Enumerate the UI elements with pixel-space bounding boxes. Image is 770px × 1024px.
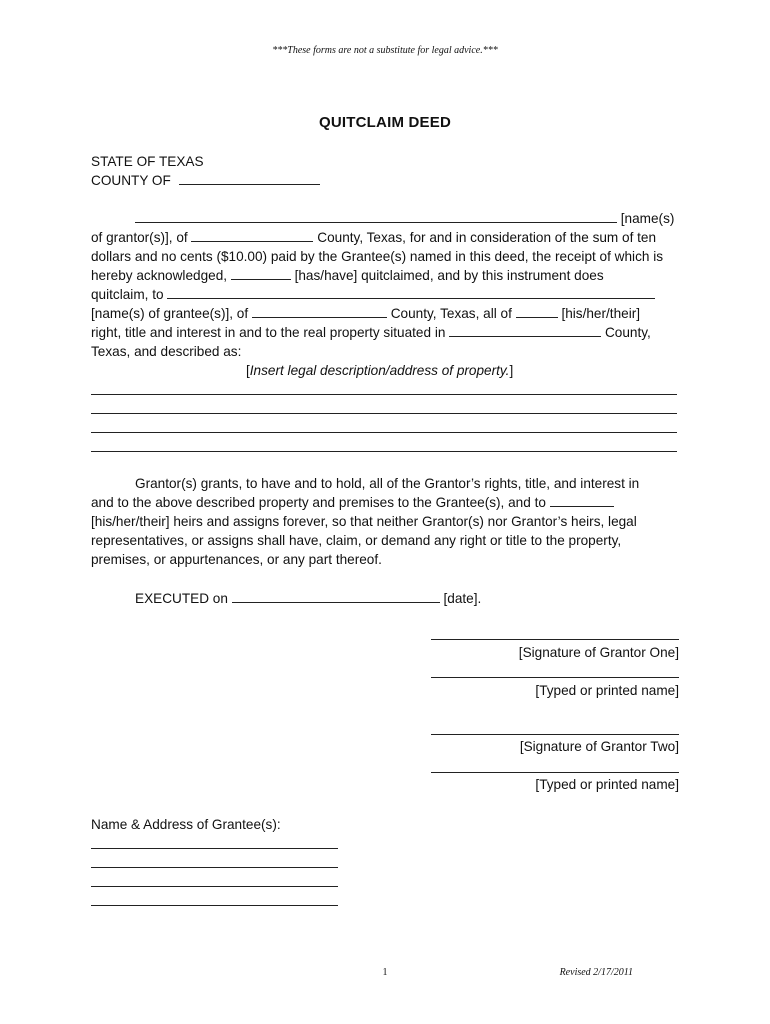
habendum-line-1: Grantor(s) grants, to have and to hold, all of the Grantor’s rights, title, and interest in <box>135 476 640 491</box>
property-county-blank[interactable] <box>449 323 601 337</box>
habendum-to-text: and to the above described property and premises to the Grantee(s), and to <box>91 495 546 510</box>
grantee-pronoun-blank[interactable] <box>550 493 614 507</box>
his-her-their-text: [his/her/their] <box>561 306 641 321</box>
habendum-line-2 <box>91 493 614 512</box>
grant-line-7 <box>91 323 651 342</box>
grantee-address-line-1[interactable] <box>91 848 338 849</box>
legal-description-line-2[interactable] <box>91 413 677 414</box>
grant-line-2 <box>91 228 656 247</box>
legal-description-line-3[interactable] <box>91 432 677 433</box>
grantor-of-label: of grantor(s)], of <box>91 230 188 245</box>
habendum-line-5: premises, or appurtenances, or any part thereof. <box>91 552 382 567</box>
grantee-names-blank[interactable] <box>167 285 655 299</box>
grantor-county-blank[interactable] <box>191 228 313 242</box>
grantee-of-label: [name(s) of grantee(s)], of <box>91 306 249 321</box>
pronoun-blank[interactable] <box>516 304 558 318</box>
consideration-text: County, Texas, for and in consideration of the sum of ten <box>317 230 657 245</box>
county-label: COUNTY OF <box>91 173 171 188</box>
county-all-of-text: County, Texas, all of <box>390 306 512 321</box>
grantor-two-printed-label: [Typed or printed name] <box>535 777 679 792</box>
has-have-text: [has/have] quitclaimed, and by this instrument does <box>294 268 604 283</box>
grantor-count-blank[interactable] <box>231 266 291 280</box>
legal-open-bracket: [ <box>246 363 250 378</box>
grant-line-6 <box>91 304 640 323</box>
executed-label: EXECUTED on <box>135 591 228 606</box>
grant-line-8: Texas, and described as: <box>91 344 242 359</box>
quitclaim-to-label: quitclaim, to <box>91 287 164 302</box>
grantor-names-line <box>135 209 674 228</box>
grant-line-4 <box>91 266 604 285</box>
grantor-one-printed-label: [Typed or printed name] <box>535 683 679 698</box>
grantor-one-signature-label: [Signature of Grantor One] <box>518 645 679 660</box>
date-label: [date]. <box>443 591 482 606</box>
legal-description-prompt <box>246 361 513 380</box>
habendum-line-3: [his/her/their] heirs and assigns forever, so that neither Grantor(s) nor Grantor’s heirs, legal <box>91 514 637 529</box>
habendum-line-4: representatives, or assigns shall have, claim, or demand any right or title to the property, <box>91 533 622 548</box>
county-blank[interactable] <box>179 171 320 185</box>
grantor-one-signature-line[interactable] <box>431 639 679 640</box>
county-suffix: County, <box>604 325 651 340</box>
grantor-two-signature-label: [Signature of Grantor Two] <box>519 739 679 754</box>
legal-description-text: Insert legal description/address of property. <box>249 363 510 378</box>
grantor-two-signature-line[interactable] <box>431 734 679 735</box>
grantee-address-line-2[interactable] <box>91 867 338 868</box>
executed-line <box>135 589 481 608</box>
grantee-address-label: Name & Address of Grantee(s): <box>91 817 281 832</box>
revision-date: Revised 2/17/2011 <box>559 967 633 978</box>
legal-description-line-1[interactable] <box>91 394 677 395</box>
legal-disclaimer: ***These forms are not a substitute for legal advice.*** <box>272 45 498 56</box>
grantor-names-blank[interactable] <box>135 209 617 223</box>
situated-in-text: right, title and interest in and to the real property situated in <box>91 325 446 340</box>
grant-line-5 <box>91 285 655 304</box>
grantor-one-printed-line[interactable] <box>431 677 679 678</box>
legal-close-bracket: ] <box>509 363 514 378</box>
grant-line-3: dollars and no cents ($10.00) paid by the Grantee(s) named in this deed, the receipt of which is <box>91 249 664 264</box>
county-line <box>91 171 320 190</box>
acknowledged-text: hereby acknowledged, <box>91 268 228 283</box>
grantee-address-line-4[interactable] <box>91 905 338 906</box>
grantee-county-blank[interactable] <box>252 304 387 318</box>
execution-date-blank[interactable] <box>232 589 440 603</box>
state-line: STATE OF TEXAS <box>91 154 204 169</box>
page-number: 1 <box>382 967 388 978</box>
document-title: QUITCLAIM DEED <box>319 114 451 131</box>
grantee-address-line-3[interactable] <box>91 886 338 887</box>
legal-description-line-4[interactable] <box>91 451 677 452</box>
grantor-two-printed-line[interactable] <box>431 772 679 773</box>
grantor-names-label: [name(s) <box>620 211 675 226</box>
